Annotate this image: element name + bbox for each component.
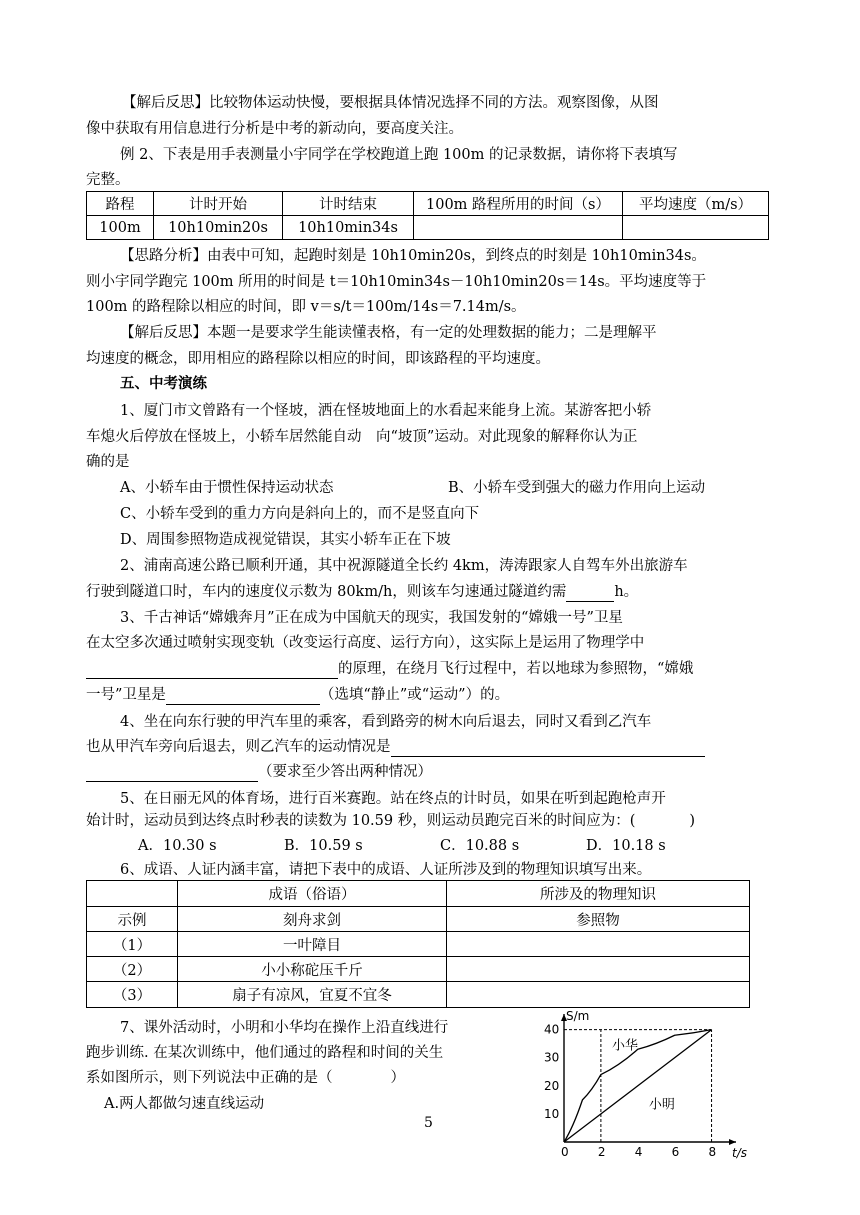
series-label-xiaohua: 小华 (611, 1038, 638, 1054)
table-header: 计时结束 (283, 192, 414, 216)
table-cell-answer[interactable] (447, 982, 750, 1008)
table-cell: 刻舟求剑 (178, 907, 447, 932)
table-cell: 参照物 (447, 907, 750, 932)
table-cell: 100m (87, 216, 154, 240)
table-header: 平均速度（m/s） (623, 192, 769, 216)
q1-option-c: C、小轿车受到的重力方向是斜向上的，而不是竖直向下 (120, 506, 480, 522)
table-cell: 小小称砣压千斤 (178, 957, 447, 982)
q1-line-3: 确的是 (86, 454, 130, 470)
q3-line-2: 在太空多次通过喷射实现变轨（改变运行高度、运行方向），这实际上是运用了物理学中 (86, 635, 645, 651)
table-header: 路程 (87, 192, 154, 216)
reflection-line-2: 像中获取有用信息进行分析是中考的新动向，要高度关注。 (86, 121, 463, 137)
q3-answer-blank-2[interactable] (166, 687, 320, 705)
q5-line-2 (86, 811, 695, 831)
table-cell-answer[interactable] (447, 932, 750, 957)
q2-line-2 (86, 582, 638, 602)
q1-option-b: B、小轿车受到强大的磁力作用向上运动 (448, 480, 706, 496)
q2-unit: h。 (614, 584, 639, 600)
x-tick-label: 4 (634, 1145, 643, 1159)
idiom-table (86, 880, 750, 1008)
table-header (87, 881, 178, 907)
q7-option-a: A.两人都做匀速直线运动 (104, 1096, 265, 1112)
reflection-line-1: 【解后反思】比较物体运动快慢，要根据具体情况选择不同的方法。观察图像，从图 (122, 95, 659, 111)
x-axis-arrow (729, 1139, 736, 1145)
x-tick-label: 8 (708, 1145, 717, 1159)
table-cell: （3） (87, 982, 178, 1008)
x-axis-label: t/s (732, 1146, 747, 1160)
q1-line-2: 车熄火后停放在怪坡上，小轿车居然能自动 向“坡顶”运动。对此现象的解释你认为正 (86, 429, 638, 445)
q4-text: （要求至少答出两种情况） (258, 764, 432, 780)
q7-line-2: 跑步训练. 在某次训练中，他们通过的路程和时间的关生 (86, 1045, 444, 1061)
table-row (87, 957, 750, 982)
table-cell-answer[interactable] (447, 957, 750, 982)
q1-option-d: D、周围参照物造成视觉错误，其实小轿车正在下坡 (120, 532, 451, 548)
page-number: 5 (424, 1115, 433, 1131)
table-header: 成语（俗语） (178, 881, 447, 907)
q3-answer-blank-1[interactable] (86, 661, 338, 679)
q5-option-d: D．10.18 s (586, 838, 666, 854)
analysis-line-2: 则小宇同学跑完 100m 所用的时间是 t＝10h10min34s－10h10min20s＝14s。平均速度等于 (86, 274, 707, 290)
q7-text: 系如图所示，则下列说法中正确的是（ (86, 1070, 333, 1086)
table-row (87, 982, 750, 1008)
section-title: 五、中考演练 (120, 375, 207, 392)
y-tick-label: 10 (544, 1106, 560, 1121)
q2-text: 行驶到隧道口时，车内的速度仪示数为 80km/h，则该车匀速通过隧道约需 (86, 584, 567, 600)
q4-text: 也从甲汽车旁向后退去，则乙汽车的运动情况是 (86, 739, 391, 755)
q3-line-4 (86, 685, 509, 705)
q5-option-b: B．10.59 s (284, 838, 363, 854)
analysis-line-1: 【思路分析】由表中可知，起跑时刻是 10h10min20s，到终点的时刻是 10h10min34s。 (120, 248, 706, 264)
q5-line-1: 5、在日丽无风的体育场，进行百米赛跑。站在终点的计时员，如果在听到起跑枪声开 (120, 791, 666, 807)
x-tick-label: 2 (597, 1145, 606, 1159)
record-table (86, 191, 769, 240)
q5-option-c: C．10.88 s (440, 838, 520, 854)
y-tick-label: 30 (544, 1050, 560, 1065)
table-cell: （2） (87, 957, 178, 982)
table-cell: 示例 (87, 907, 178, 932)
q4-answer-blank-2[interactable] (86, 764, 258, 782)
y-tick-label: 20 (544, 1078, 560, 1093)
q5-text: 始计时，运动员到达终点时秒表的读数为 10.59 秒，则运动员跑完百米的时间应为：( (86, 813, 636, 829)
table-cell-answer (623, 216, 769, 240)
x-tick-label: 0 (561, 1145, 569, 1159)
reflection2-line-1: 【解后反思】本题一是要求学生能读懂表格，有一定的处理数据的能力；二是理解平 (120, 325, 657, 341)
q1-line-1: 1、厦门市文曾路有一个怪坡，洒在怪坡地面上的水看起来能身上流。某游客把小轿 (120, 403, 652, 419)
q2-line-1: 2、浦南高速公路已顺利开通，其中祝源隧道全长约 4km，涛涛跟家人自驾车外出旅游车 (120, 558, 688, 574)
q7-line-3 (86, 1068, 405, 1088)
table-header: 计时开始 (154, 192, 283, 216)
reflection2-line-2: 均速度的概念，即用相应的路程除以相应的时间，即该路程的平均速度。 (86, 351, 550, 367)
q1-option-a: A、小轿车由于惯性保持运动状态 (120, 480, 334, 496)
distance-time-chart (528, 1010, 748, 1160)
table-row (87, 907, 750, 932)
q3-text: （选填“静止”或“运动”）的。 (319, 687, 510, 703)
table-cell: 扇子有凉风，宜夏不宜冬 (178, 982, 447, 1008)
example2-line-1: 例 2、下表是用手表测量小宇同学在学校跑道上跑 100m 的记录数据，请你将下表填写 (120, 147, 678, 163)
q7-line-1: 7、课外活动时，小明和小华均在操作上沿直线进行 (120, 1020, 449, 1036)
q5-option-a: A．10.30 s (138, 838, 217, 854)
series-label-xiaoming: 小明 (648, 1097, 675, 1113)
q3-line-1: 3、千古神话“嫦娥奔月”正在成为中国航天的现实，我国发射的“嫦娥一号”卫星 (120, 610, 623, 626)
q3-text: 的原理，在绕月飞行过程中，若以地球为参照物，“嫦娥 (338, 661, 694, 677)
q4-line-2 (86, 737, 705, 757)
q4-answer-blank-1[interactable] (391, 739, 705, 757)
q4-line-3 (86, 762, 432, 782)
y-tick-label: 40 (544, 1022, 560, 1037)
q6-line-1: 6、成语、人证内涵丰富，请把下表中的成语、人证所涉及到的物理知识填写出来。 (120, 862, 652, 878)
table-row (87, 932, 750, 957)
table-cell-answer (414, 216, 623, 240)
table-header: 100m 路程所用的时间（s） (414, 192, 623, 216)
example2-line-2: 完整。 (86, 172, 130, 188)
table-cell: 一叶障目 (178, 932, 447, 957)
q4-line-1: 4、坐在向东行驶的甲汽车里的乘客，看到路旁的树木向后退去，同时又看到乙汽车 (120, 714, 652, 730)
x-tick-label: 6 (671, 1145, 680, 1159)
table-cell: 10h10min20s (154, 216, 283, 240)
table-header: 所涉及的物理知识 (447, 881, 750, 907)
table-cell: 10h10min34s (283, 216, 414, 240)
q3-text: 一号”卫星是 (86, 687, 166, 703)
analysis-line-3: 100m 的路程除以相应的时间，即 v＝s/t＝100m/14s＝7.14m/s。 (86, 299, 526, 315)
q3-line-3 (86, 659, 693, 679)
q2-answer-blank[interactable] (566, 584, 614, 602)
y-axis-label: S/m (566, 1010, 590, 1023)
q7-paren: ） (390, 1070, 405, 1086)
q5-paren: ) (689, 813, 696, 829)
table-cell: （1） (87, 932, 178, 957)
